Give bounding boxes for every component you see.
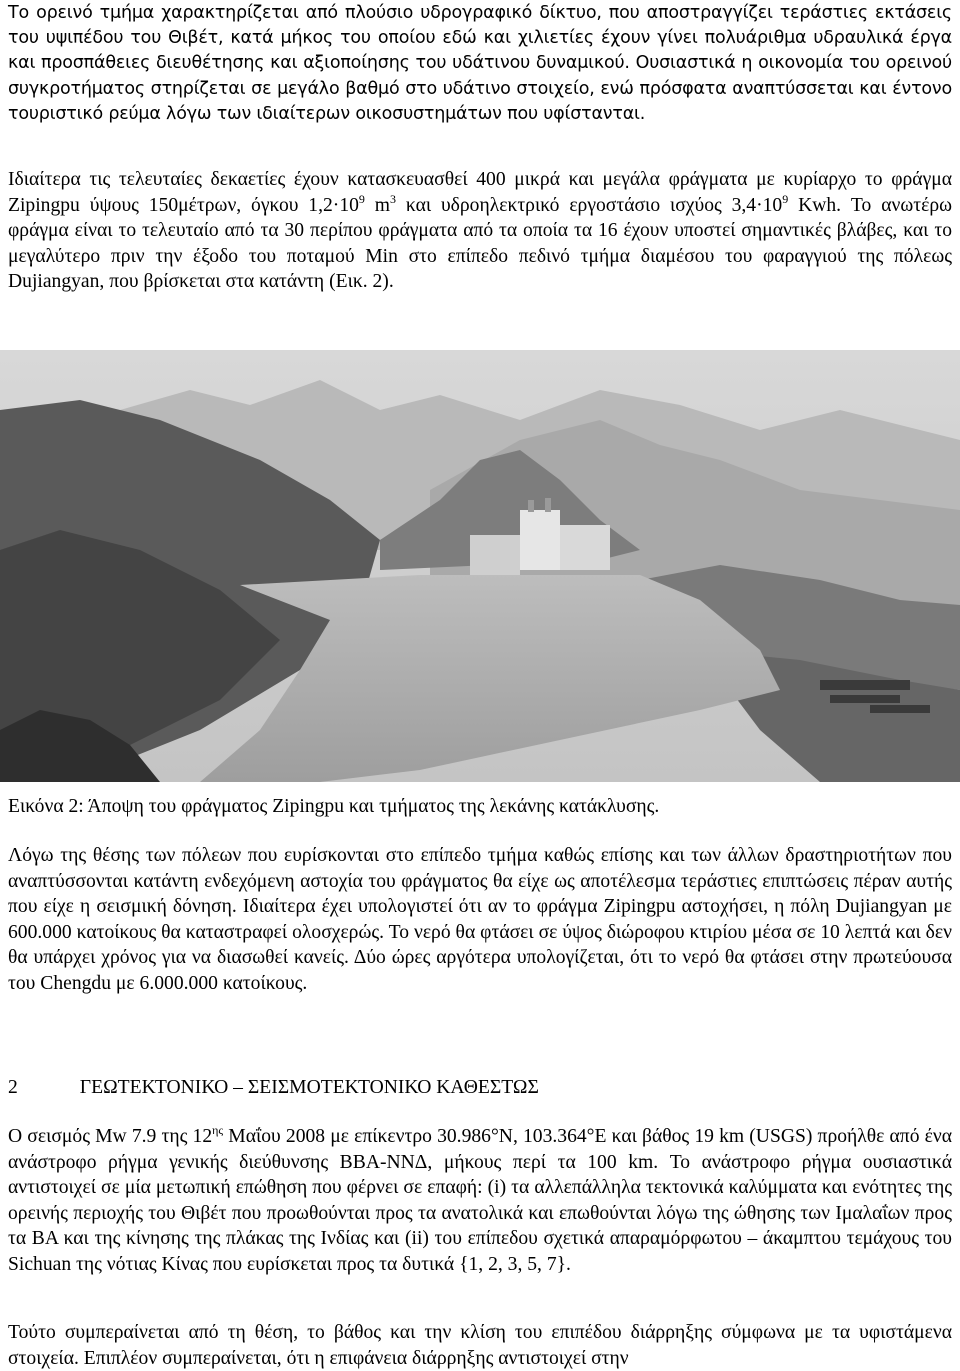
paragraph-2-text-a: Ιδιαίτερα τις τελευταίες δεκαετίες έχουν κατασκευασθεί 400 μικρά και μεγάλα φράγματα με κυρίαρχο το φράγμα Zipingpu ύψους 150μέτρων, όγκου 1,2·10 — [8, 169, 952, 216]
paragraph-2-text-b: m — [364, 194, 391, 216]
figure-caption: Εικόνα 2: Άποψη του φράγματος Zipingpu και τμήματος της λεκάνης κατάκλυσης. — [8, 796, 660, 817]
section-number: 2 — [8, 1077, 18, 1098]
paragraph-4-text-a: Ο σεισμός Mw 7.9 της 12 — [8, 1126, 213, 1147]
paragraph-2-text-d: Kwh. Το ανωτέρω φράγμα είναι το τελευταίο από τα 30 περίπου φράγματα από τα οποία τα 16 έχουν υποστεί σημαντικές βλάβες, και το μεγαλύτερο πριν την έξοδο του ποταμού Min στο επίπεδο πεδινό τμήμα διαμέσου του φαραγγιού της πόλεως Dujiangyan, που βρίσκεται στα κατάντη (Εικ. 2). — [8, 194, 952, 293]
paragraph-2 — [8, 167, 952, 295]
dam-landscape-image — [0, 350, 960, 782]
dam-photograph — [0, 350, 960, 782]
superscript-cubic: 3 — [390, 191, 397, 206]
paragraph-3: Λόγω της θέσης των πόλεων που ευρίσκονται στο επίπεδο τμήμα καθώς επίσης και των άλλων δραστηριοτήτων που αναπτύσσονται κατάντη ενδεχόμενη αστοχία του φράγματος θα είχε ως αποτέλεσμα τεράστιες επιπτώσεις πέραν αυτής που είχε η σεισμική δόνηση. Ιδιαίτερα έχει υπολογιστεί ότι αν το φράγμα Zipingpu αστοχήσει, η πόλη Dujiangyan με 600.000 κατοίκους θα καταστραφεί ολοσχερώς. Το νερό θα φτάσει σε ύψος διώροφου κτιρίου μέσα σε 10 λεπτά και δεν θα υπάρχει χρόνος για να διασωθεί κανείς. Δύο ώρες αργότερα υπολογίζεται, ότι το νερό θα φτάσει στην πρωτεύουσα του Chengdu με 6.000.000 κατοίκους. — [8, 845, 952, 994]
paragraph-1: Το ορεινό τμήμα χαρακτηρίζεται από πλούσιο υδρογραφικό δίκτυο, που αποστραγγίζει τεράστιες εκτάσεις του υψιπέδου του Θιβέτ, κατά μήκος του οποίου εδώ και χιλιετίες έχουν γίνει πολυάριθμα υδραυλικά έργα και προσπάθειες διευθέτησης και αξιοποίησης του υδάτινου δυναμικού. Ουσιαστικά η οικονομία του ορεινού συγκροτήματος στηρίζεται σε μεγάλο βαθμό στο υδάτινο στοιχείο, ενώ πρόσφατα αναπτύσσεται και έντονο τουριστικό ρεύμα λόγω των ιδιαίτερων οικοσυστημάτων που υφίστανται. — [8, 3, 952, 124]
section-title: ΓΕΩΤΕΚΤΟΝΙΚΟ – ΣΕΙΣΜΟΤΕΚΤΟΝΙΚΟ ΚΑΘΕΣΤΩΣ — [79, 1077, 539, 1098]
section-heading — [8, 1075, 539, 1100]
paragraph-4 — [8, 1124, 952, 1278]
superscript-ordinal: ης — [212, 1123, 224, 1137]
paragraph-5: Τούτο συμπεραίνεται από τη θέση, το βάθος και την κλίση του επιπέδου διάρρηξης σύμφωνα με τα υφιστάμενα στοιχεία. Επιπλέον συμπεραίνεται, ότι η επιφάνεια διάρρηξης αντιστοιχεί στην — [8, 1322, 952, 1369]
superscript-exponent: 9 — [782, 191, 789, 206]
paragraph-2-text-c: και υδροηλεκτρικό εργοστάσιο ισχύος 3,4·10 — [396, 194, 783, 216]
paragraph-4-text-b: Μαΐου 2008 με επίκεντρο 30.986°N, 103.364°E και βάθος 19 km (USGS) προήλθε από ένα ανάστροφο ρήγμα γενικής διεύθυνσης ΒΒΑ-ΝΝΔ, μήκους περί τα 100 km. Το ανάστροφο ρήγμα ουσιαστικά αντιστοιχεί σε μία μετωπική επώθηση που φέρνει σε επαφή: (i) τα αλλεπάλληλα τεκτονικά καλύμματα και ενότητες της ορεινής περιοχής του Θιβέτ που προωθούνται προς τα ανατολικά και επωθούνται λόγω της ώθησης των Ιμαλαΐων προς τα ΒΑ και της κίνησης της πλάκας της Ινδίας και (ii) του επίπεδου σχετικά απαραμόρφωτου – άκαμπτου τεμάχους του Sichuan της νότιας Κίνας που ευρίσκεται προς τα δυτικά {1, 2, 3, 5, 7}. — [8, 1126, 952, 1275]
superscript-exponent: 9 — [358, 191, 365, 206]
